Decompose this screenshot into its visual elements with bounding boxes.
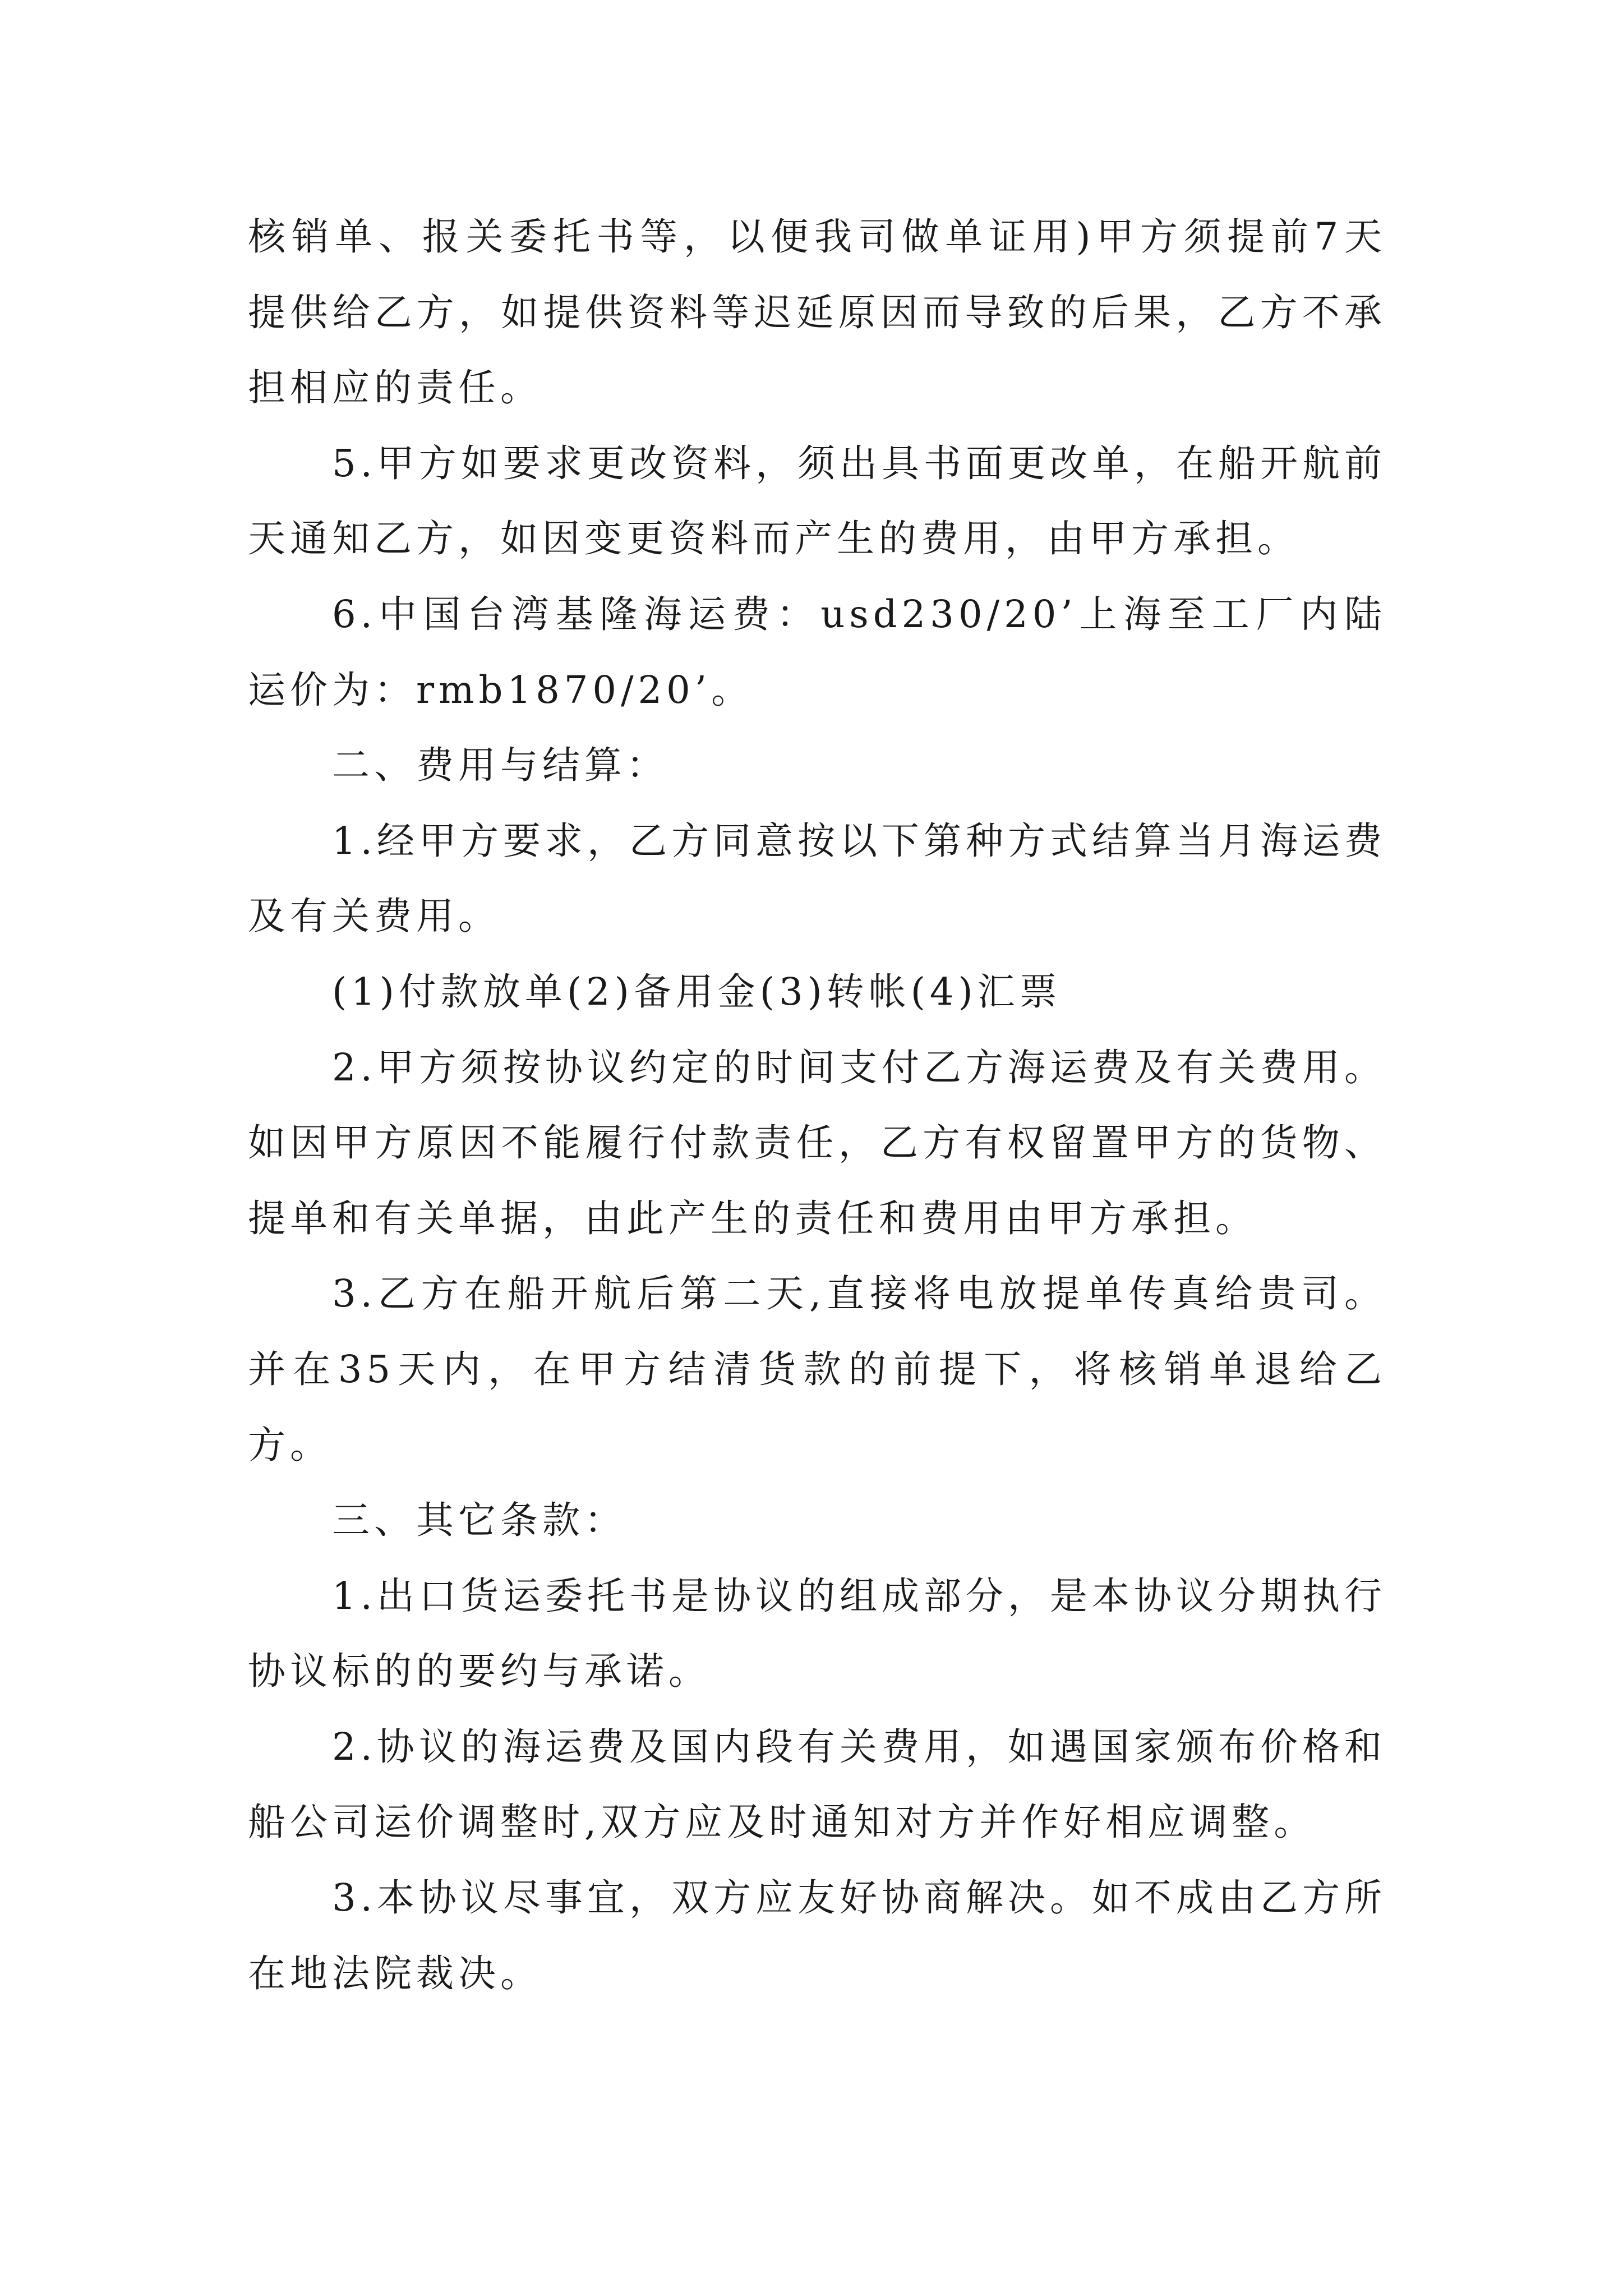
section-heading-other: 三、其它条款： — [332, 1498, 626, 1543]
paragraph-other-3: 3.本协议尽事宜，双方应友好协商解决。如不成由乙方所在地法院裁决。 — [248, 1876, 1386, 1995]
document-body — [248, 199, 1386, 2011]
paragraph-other-2: 2.协议的海运费及国内段有关费用，如遇国家颁布价格和船公司运价调整时,双方应及时通知对方并作好相应调整。 — [248, 1724, 1386, 1844]
paragraph-clause-5: 5.甲方如要求更改资料，须出具书面更改单，在船开航前天通知乙方，如因变更资料而产生的费用，由甲方承担。 — [248, 441, 1386, 561]
paragraph-other-1: 1.出口货运委托书是协议的组成部分，是本协议分期执行协议标的的要约与承诺。 — [248, 1573, 1386, 1694]
paragraph-continuation: 核销单、报关委托书等，以便我司做单证用)甲方须提前7天提供给乙方，如提供资料等迟延原因而导致的后果，乙方不承担相应的责任。 — [248, 215, 1386, 410]
paragraph-payment-options: (1)付款放单(2)备用金(3)转帐(4)汇票 — [332, 969, 1062, 1014]
paragraph-fees-1: 1.经甲方要求，乙方同意按以下第种方式结算当月海运费及有关费用。 — [248, 818, 1386, 938]
section-heading-fees: 二、费用与结算： — [332, 743, 668, 788]
paragraph-clause-6: 6.中国台湾基隆海运费：usd230/20’上海至工厂内陆运价为：rmb1870/20’。 — [248, 592, 1386, 712]
paragraph-fees-2: 2.甲方须按协议约定的时间支付乙方海运费及有关费用。如因甲方原因不能履行付款责任，乙方有权留置甲方的货物、提单和有关单据，由此产生的责任和费用由甲方承担。 — [248, 1045, 1386, 1240]
paragraph-fees-3: 3.乙方在船开航后第二天,直接将电放提单传真给贵司。并在35天内，在甲方结清货款的前提下，将核销单退给乙方。 — [248, 1272, 1386, 1467]
